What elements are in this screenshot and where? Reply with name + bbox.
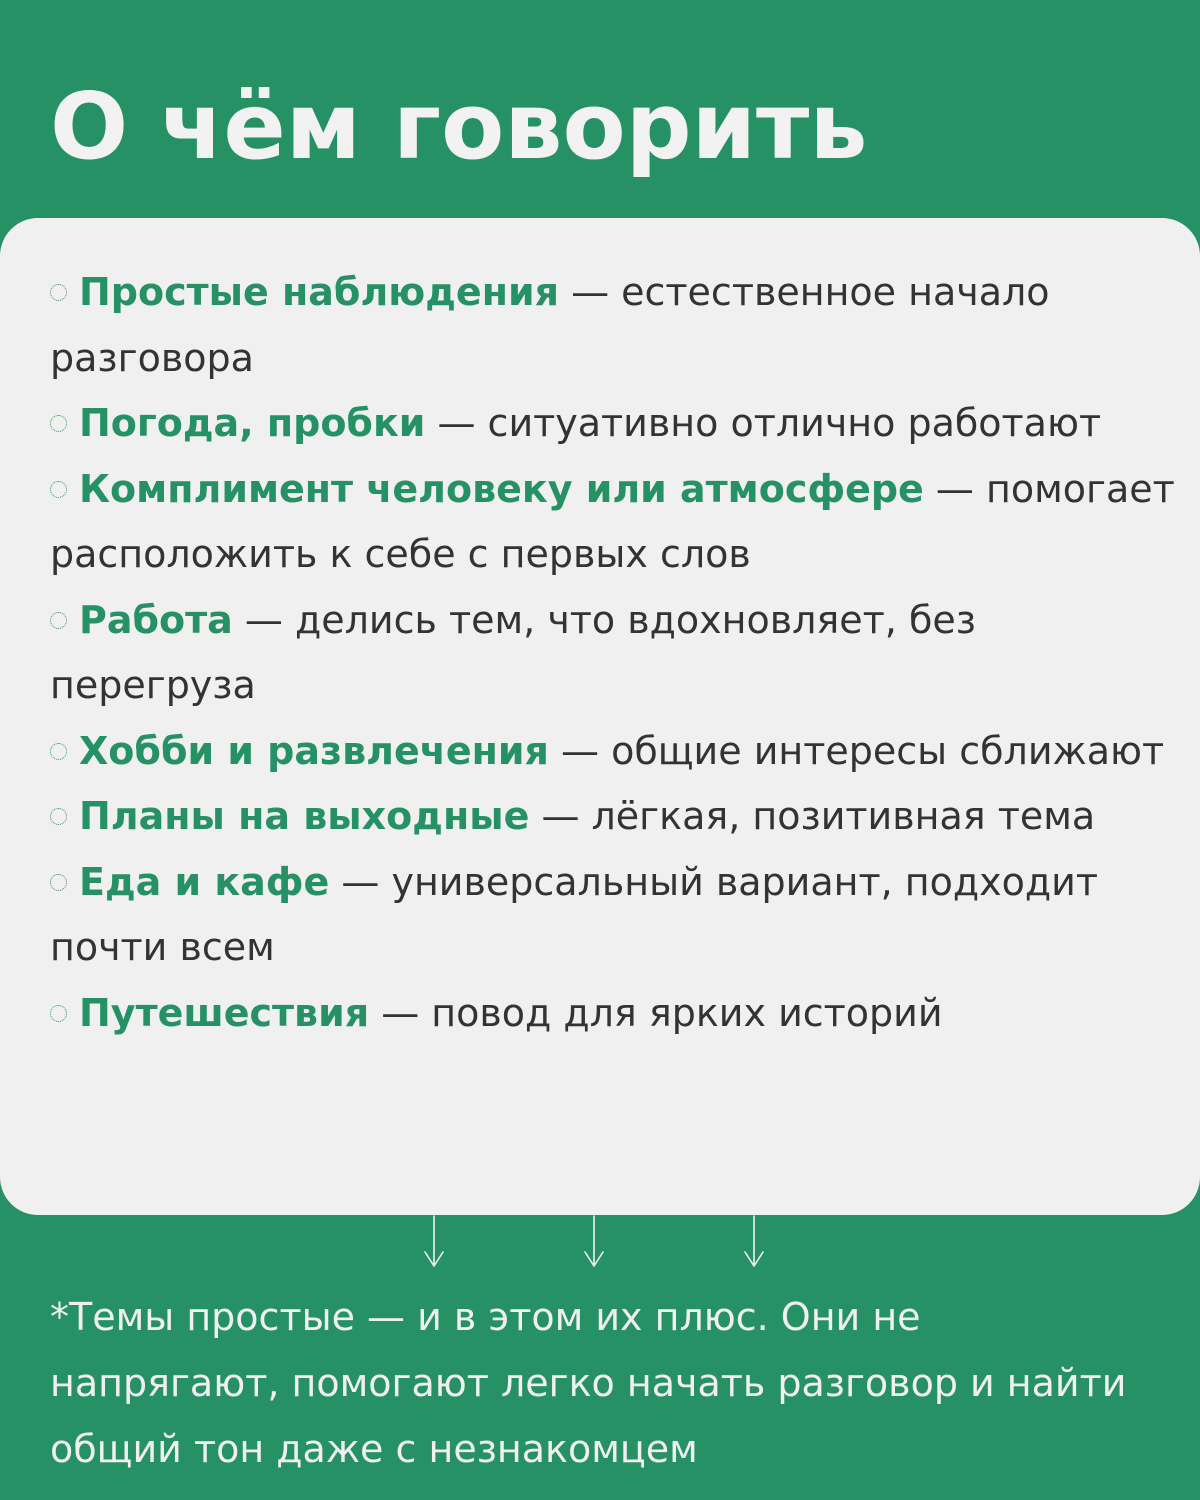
circle-bullet-icon [50, 481, 67, 498]
topics-list [50, 260, 1180, 1046]
arrow-down-icon [741, 1214, 767, 1270]
list-item [50, 719, 1180, 785]
circle-bullet-icon [50, 808, 67, 825]
arrow-down-icon [421, 1214, 447, 1270]
list-item [50, 260, 1180, 391]
arrows-group [0, 1214, 1200, 1274]
topic-description: — общие интересы сближают [548, 728, 1165, 773]
topic-name: Планы на выходные [79, 794, 530, 838]
arrow-down-icon [581, 1214, 607, 1270]
footnote: *Темы простые — и в этом их плюс. Они не напрягают, помогают легко начать разговор и найти общий тон даже с незнакомцем [50, 1295, 1127, 1471]
topic-description: — универсальный вариант, подходит почти всем [50, 859, 1098, 969]
topic-name: Работа [79, 597, 233, 642]
list-item [50, 457, 1180, 588]
topic-description: — повод для ярких историй [369, 990, 943, 1035]
circle-bullet-icon [50, 284, 67, 301]
topic-name: Еда и кафе [79, 859, 330, 904]
topic-description: — лёгкая, позитивная тема [529, 794, 1096, 838]
topic-description: — помогает расположить к себе с первых слов [50, 466, 1175, 576]
list-item [50, 784, 1180, 850]
circle-bullet-icon [50, 874, 67, 891]
topic-name: Погода, пробки [79, 401, 426, 445]
topic-description: — делись тем, что вдохновляет, без перегруза [50, 597, 976, 707]
list-item [50, 391, 1180, 457]
circle-bullet-icon [50, 1005, 67, 1022]
topic-name: Путешествия [79, 990, 370, 1035]
topic-description: — естественное начало разговора [50, 270, 1050, 380]
topic-description: — ситуативно отлично работают [425, 401, 1102, 445]
list-item [50, 588, 1180, 719]
topic-name: Простые наблюдения [79, 270, 559, 314]
topic-name: Комплимент человеку или атмосфере [79, 466, 924, 511]
circle-bullet-icon [50, 415, 67, 432]
page-title: О чём говорить [50, 73, 868, 180]
list-item [50, 981, 1180, 1047]
circle-bullet-icon [50, 743, 67, 760]
circle-bullet-icon [50, 612, 67, 629]
list-item [50, 850, 1180, 981]
topic-name: Хобби и развлечения [79, 728, 549, 773]
